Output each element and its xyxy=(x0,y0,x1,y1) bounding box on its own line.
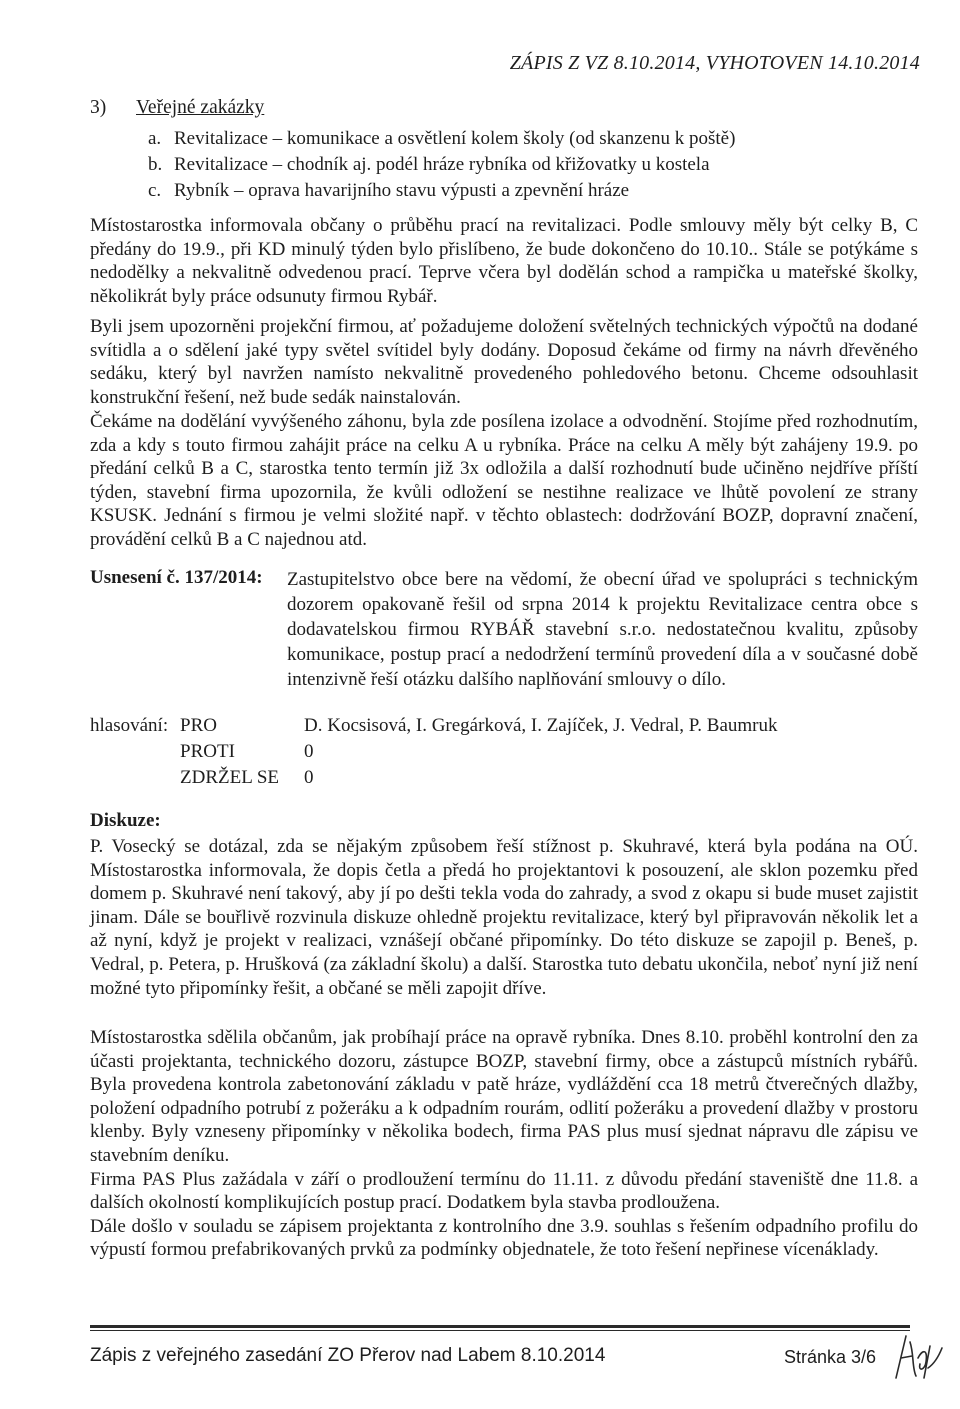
list-item xyxy=(148,126,735,152)
list-item-label: c. xyxy=(148,180,162,201)
list-item-text: Revitalizace – chodník aj. podél hráze rybníka od křižovatky u kostela xyxy=(174,154,710,175)
paragraph-outlet-profile: Dále došlo v souladu se zápisem projektanta z kontrolního dne 3.9. souhlas s řešením odpadního profilu do výpustí formou prefabrikovaných prvků za podmínky objednatele, že toto řešení nepřinese vícenáklady. xyxy=(90,1215,918,1261)
footer-title: Zápis z veřejného zasedání ZO Přerov nad Labem 8.10.2014 xyxy=(90,1345,606,1366)
list-item-text: Rybník – oprava havarijního stavu výpusti a zpevnění hráze xyxy=(174,180,630,201)
section-title: Veřejné zakázky xyxy=(136,97,265,118)
resolution-label: Usnesení č. 137/2014: xyxy=(90,567,263,588)
paragraph-progress: Místostarostka informovala občany o průběhu prací na revitalizaci. Podle smlouvy měly být celky B, C předány do 19.9., při KD minulý týden bylo přislíbeno, že bude dokončeno do 10.10.. Stále se potýkáme s nedodělky a nekvalitně odvedenou prací. Teprve včera byl dodělán schod a rampička u mateřské školky, několikrát byly práce odsunuty firmou Rybář. xyxy=(90,215,918,307)
discussion-block-1 xyxy=(90,835,918,1000)
footer-divider xyxy=(90,1325,910,1328)
vote-key: ZDRŽEL SE xyxy=(180,767,280,788)
list-item-label: b. xyxy=(148,154,163,175)
vote-value: 0 xyxy=(304,767,314,788)
section-items xyxy=(148,126,735,204)
list-item xyxy=(148,152,735,178)
section-heading xyxy=(90,97,264,119)
vote-value: D. Kocsisová, I. Gregárková, I. Zajíček, J. Vedral, P. Baumruk xyxy=(304,715,778,736)
paragraph-complaint: P. Vosecký se dotázal, zda se nějakým způsobem řeší stížnost p. Skuhravé, která byla podána na OÚ. Místostarostka informovala, že dopis četla a předá ho projektantovi k posouzení, ale sklon pozemku před domem p. Skuhravé není takový, aby jí po dešti tekla voda do zahrady, a svod z okapu si bude muset zajistit jinam. Dále se bouřlivě rozvinula diskuze ohledně projektu revitalizace, který byl připravován několik let a až nyní, když je projekt v realizaci, vznášejí občané připomínky. Do této diskuze se zapojil p. Beneš, p. Vedral, p. Petera, p. Hrušková (za základní školu) a další. Starostka tuto debatu ukončila, neboť nyní již není možné tyto připomínky řešit, a občané se měli zapojit dříve. xyxy=(90,836,918,999)
vote-key: PROTI xyxy=(180,741,235,762)
vote-label: hlasování: xyxy=(90,715,169,736)
vote-row xyxy=(180,765,314,791)
page-number: Stránka 3/6 xyxy=(783,1347,876,1367)
list-item xyxy=(148,178,735,204)
handwritten-initials xyxy=(888,1328,948,1386)
list-item-label: a. xyxy=(148,128,162,149)
vote-key: PRO xyxy=(180,715,217,736)
section-number: 3) xyxy=(90,97,107,118)
paragraph-extension: Firma PAS Plus zažádala v září o prodloužení termínu do 11.11. z důvodu předání staveniště dne 11.8. a dalších okolností komplikujících postup prací. Dodatkem byla stavba prodloužena. xyxy=(90,1168,918,1214)
discussion-title: Diskuze: xyxy=(90,810,161,831)
footer-divider-thin xyxy=(90,1330,910,1331)
paragraph-pond-repair: Místostarostka sdělila občanům, jak probíhají práce na opravě rybníka. Dnes 8.10. proběhl kontrolní den za účasti projektanta, technického dozoru, zástupce BOZP, stavební firmy, obce a zástupců místních rybářů. Byla provedena kontrola zabetonování základu v patě hráze, vydláždění cca 18 metrů čtverečných dlažby, položení odpadního potrubí z požeráku a k odpadním rourám, odlití požeráku a provedení dlažby v prostoru klenby. Byly vzneseny připomínky v několika bodech, firma PAS plus musí sjednat nápravu dle zápisu ve stavebním deníku. xyxy=(90,1027,918,1166)
discussion-block-2 xyxy=(90,1026,918,1262)
vote-value: 0 xyxy=(304,741,314,762)
paragraph-lighting: Byli jsem upozorněni projekční firmou, ať požadujeme doložení světelných technických výpočtů na dodané svítidla a o sdělení jaké typy světel svítidel byly dodány. Doposud čekáme od firmy na návrh dřevěného sedáku, který byl navržen namísto nekvalitně provedeného pohledového betonu. Chceme odsouhlasit konstrukční řešení, než bude sedák nainstalován. xyxy=(90,316,918,408)
vote-row xyxy=(180,739,314,765)
list-item-text: Revitalizace – komunikace a osvětlení kolem školy (od skanzenu k poště) xyxy=(174,128,736,149)
resolution-text: Zastupitelstvo obce bere na vědomí, že obecní úřad ve spolupráci s technickým dozorem opakovaně řešil od srpna 2014 k projektu Revitalizace centra obce s dodavatelskou firmou RYBÁŘ stavební s.r.o. nedostatečnou kvalitu, způsoby komunikace, postup prací a nedodržení termínů provedení díla a v současné době intenzivně řeší otázku dalšího naplňování smlouvy o dílo. xyxy=(287,569,918,690)
document-header: ZÁPIS Z VZ 8.10.2014, VYHOTOVEN 14.10.2014 xyxy=(509,52,920,74)
vote-row xyxy=(180,713,777,739)
paragraph-planter: Čekáme na dodělání vyvýšeného záhonu, byla zde posílena izolace a odvodnění. Stojíme před rozhodnutím, zda a kdy s touto firmou zahájit práce na celku A u rybníka. Práce na celku A měly být zahájeny 19.9. po předání celků B a C, starostka tento termín již 3x odložila a další rozhodnutí bude učiněno nejdříve příští týden, stavební firma upozornila, že kvůli odložení se nestihne realizace ve lhůtě povolení ze strany KSUSK. Jednání s firmou je velmi složité např. v těchto oblastech: dodržování BOZP, dopravní značení, provádění celků B a C najednou atd. xyxy=(90,411,918,550)
